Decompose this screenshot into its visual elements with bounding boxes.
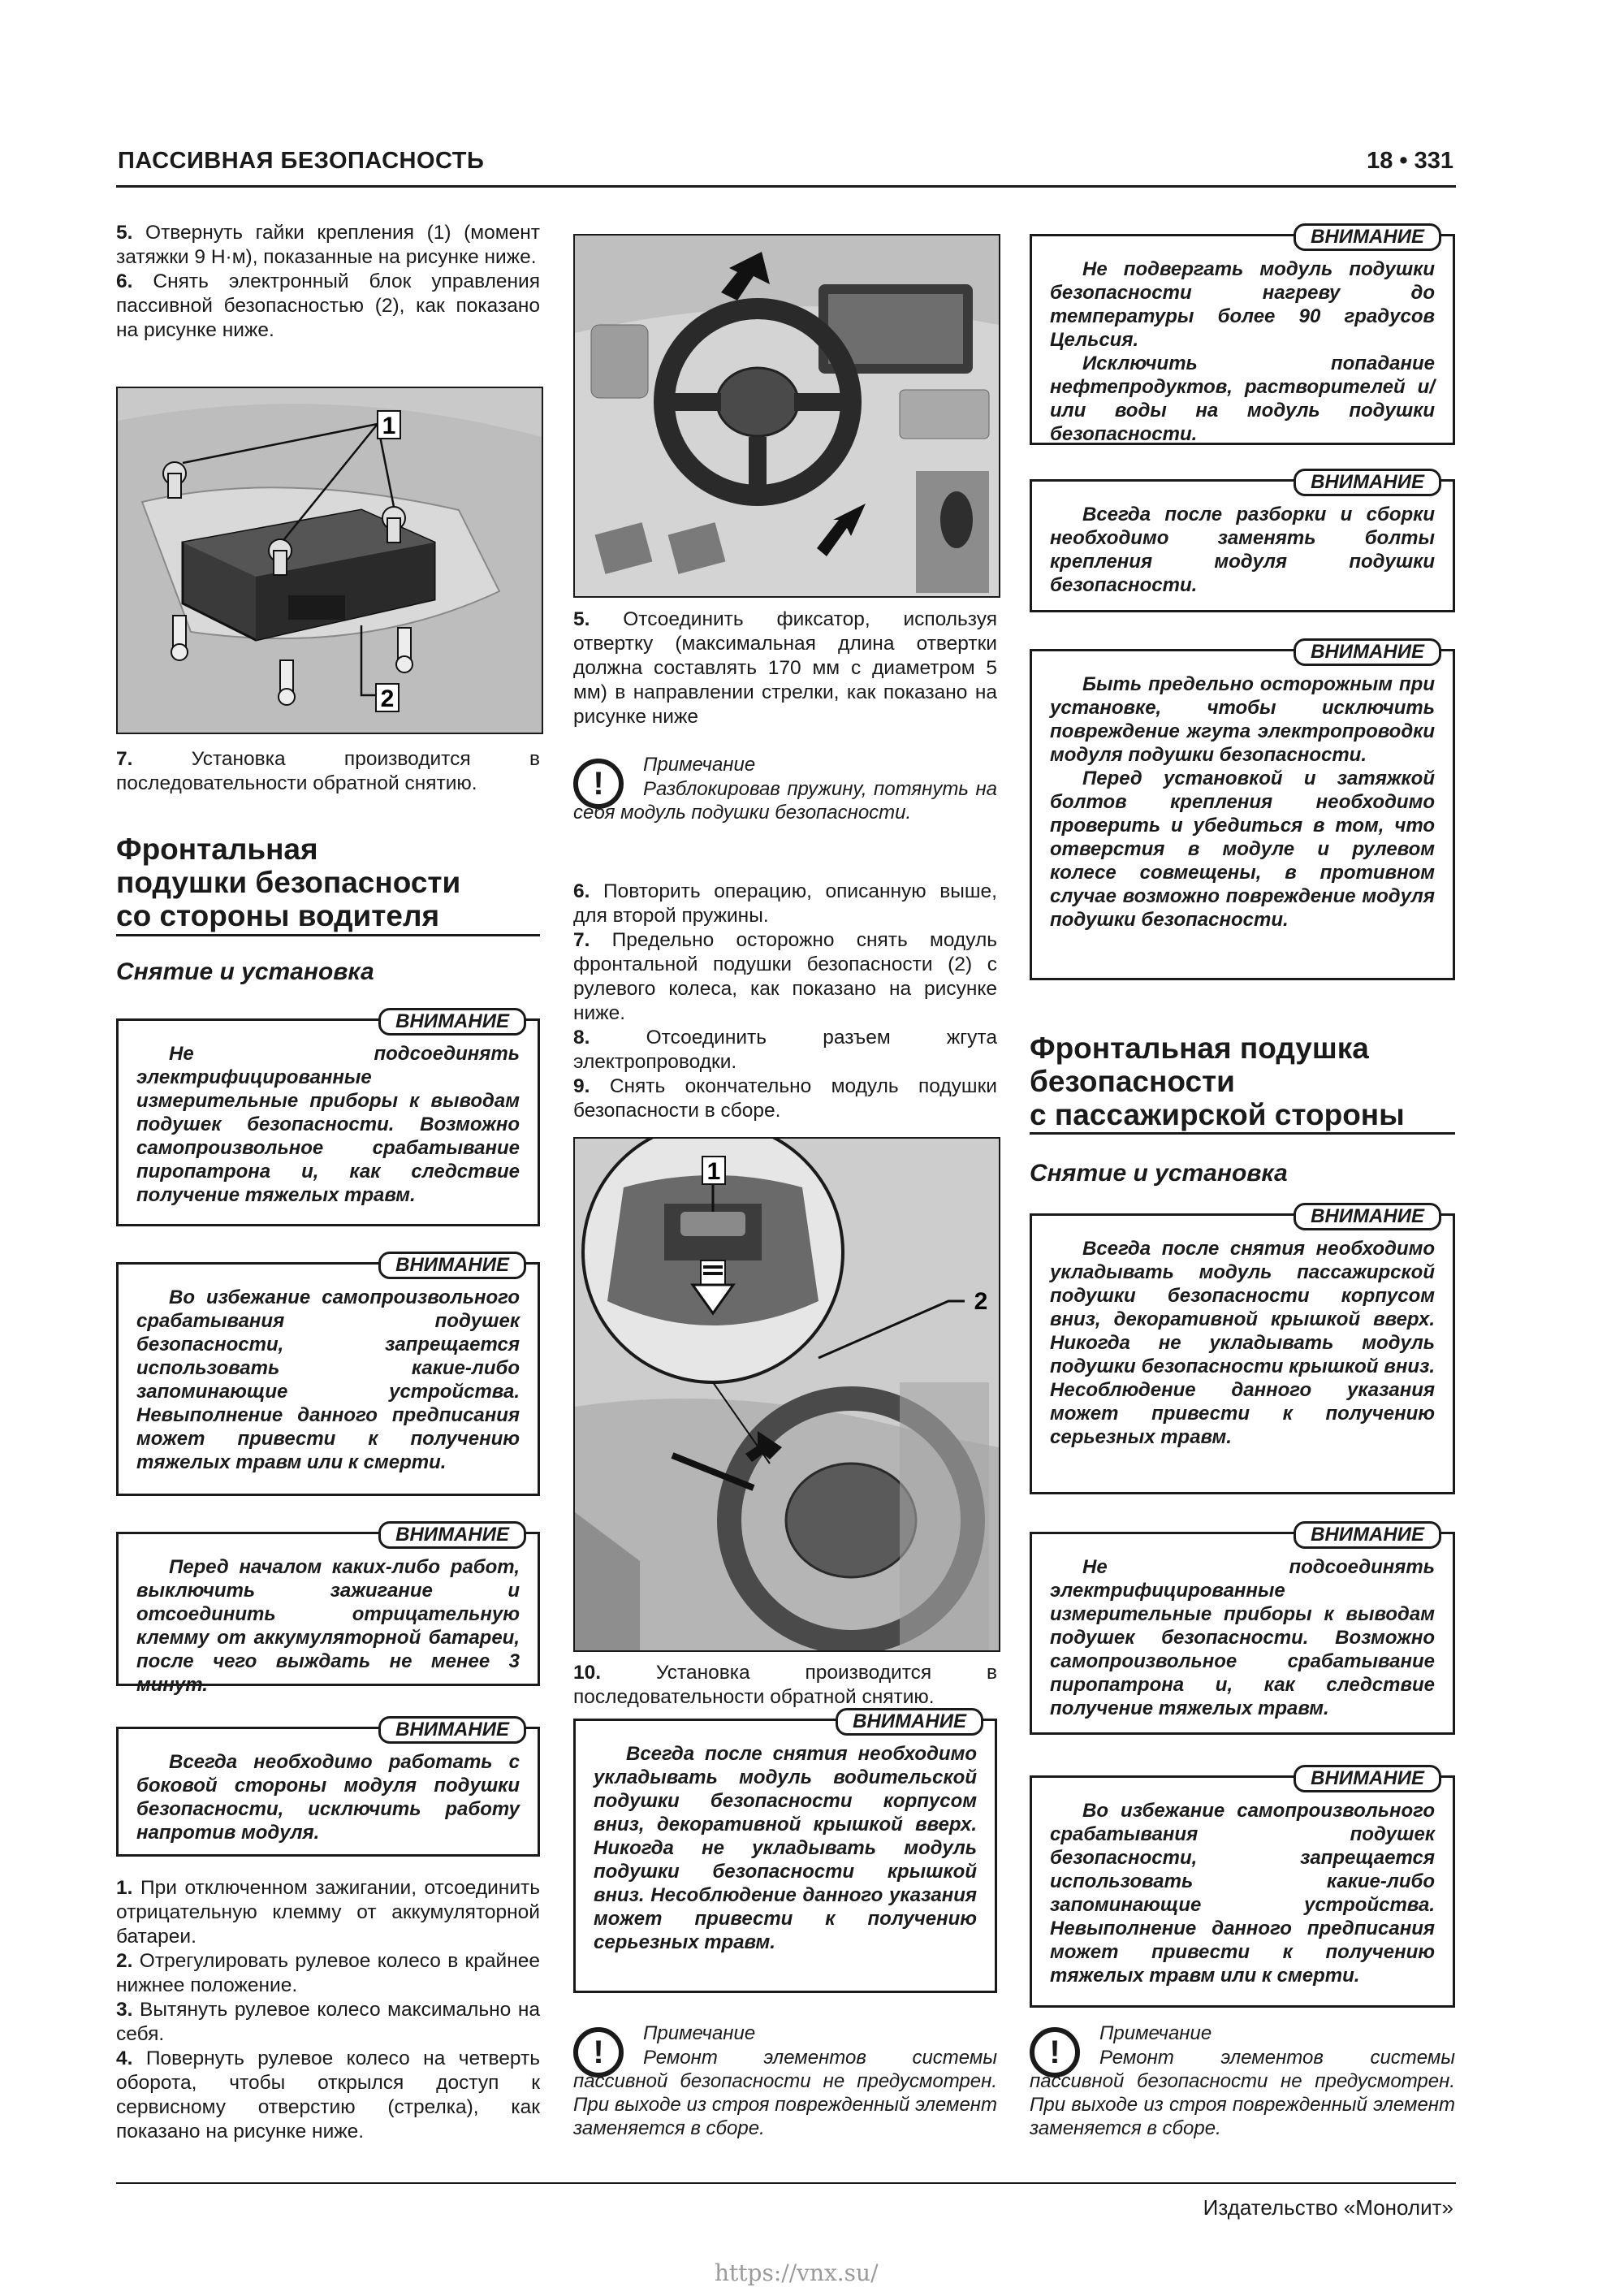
step-item: 2. Отрегулировать рулевое колесо в крайнее нижнее положение. bbox=[116, 1950, 540, 1996]
warning-box: ВНИМАНИЕ Во избежание самопроизвольного срабатывания подушек безопасности, запрещается использовать какие-либо запоминающие устройства. Невыполнение данного предписания может привести к получению тяжелых травм или к смерти. bbox=[116, 1262, 540, 1496]
header-rule bbox=[116, 185, 1456, 188]
dashboard-illustration bbox=[575, 236, 999, 596]
warning-box: ВНИМАНИЕ Быть предельно осторожным при установке, чтобы исключить повреждение жгута электропроводки модуля подушки безопасности. Перед установкой и затяжкой болтов крепления необходимо проверить и убедиться в том, что отверстия в модуле и рулевом колесе совмещены, в противном случае возможно повреждение модуля подушки безопасности. bbox=[1030, 649, 1455, 980]
callout-2: 2 bbox=[380, 685, 395, 712]
warning-tag: ВНИМАНИЕ bbox=[1294, 1765, 1441, 1792]
warning-tag: ВНИМАНИЕ bbox=[378, 1521, 526, 1549]
step-5-col2: 5. Отсоединить фиксатор, используя отвертку (максимальная длина отвертки должна составлять 170 мм с диаметром 5 мм) в направлении стрелки, как показано на рисунке ниже bbox=[573, 608, 997, 728]
warning-tag: ВНИМАНИЕ bbox=[1294, 223, 1441, 251]
warning-box: ВНИМАНИЕ Во избежание самопроизвольного срабатывания подушек безопасности, запрещается использовать какие-либо запоминающие устройства. Невыполнение данного предписания может привести к получению тяжелых травм или к смерти. bbox=[1030, 1775, 1455, 2008]
warning-tag: ВНИМАНИЕ bbox=[378, 1252, 526, 1279]
note-heading: Примечание bbox=[643, 2022, 756, 2044]
step-item: 5. Отвернуть гайки крепления (1) (момент затяжки 9 Н·м), показанные на рисунке ниже. bbox=[116, 222, 540, 268]
section-title-passenger-airbag: Фронтальная подушка безопасности с пассажирской стороны bbox=[1030, 1031, 1405, 1131]
steps-6-9 bbox=[573, 880, 997, 1123]
watermark-link[interactable]: https://vnx.su/ bbox=[715, 2259, 879, 2286]
step-item: 6. Повторить операцию, описанную выше, для второй пружины. bbox=[573, 880, 997, 927]
steps-1-4 bbox=[116, 1876, 540, 2144]
step-item: 1. При отключенном зажигании, отсоединить отрицательную клемму от аккумуляторной батареи. bbox=[116, 1877, 540, 1948]
figure-steering-wheel bbox=[573, 234, 1000, 598]
warning-tag: ВНИМАНИЕ bbox=[378, 1008, 526, 1036]
warning-box: ВНИМАНИЕ Всегда после снятия необходимо укладывать модуль водительской подушки безопасности корпусом вниз, декоративной крышкой вверх. Никогда не укладывать модуль подушки безопасности крышкой вниз. Несоблюдение данного указания может привести к получению серьезных травм. bbox=[573, 1719, 997, 1993]
page-header-title: ПАССИВНАЯ БЕЗОПАСНОСТЬ bbox=[118, 148, 485, 174]
step-7: 7. Установка производится в последовательности обратной снятию. bbox=[116, 748, 540, 794]
warning-tag: ВНИМАНИЕ bbox=[1294, 1203, 1441, 1230]
step-item: 3. Вытянуть рулевое колесо максимально на себя. bbox=[116, 1999, 540, 2045]
warning-box: ВНИМАНИЕ Всегда необходимо работать с боковой стороны модуля подушки безопасности, исключить работу напротив модуля. bbox=[116, 1727, 540, 1857]
warning-tag: ВНИМАНИЕ bbox=[1294, 638, 1441, 666]
note-block bbox=[573, 754, 997, 824]
warning-tag: ВНИМАНИЕ bbox=[378, 1716, 526, 1744]
subtitle-removal-installation: Снятие и установка bbox=[116, 958, 374, 985]
warning-box: ВНИМАНИЕ Всегда после разборки и сборки необходимо заменять болты крепления модуля подушки безопасности. bbox=[1030, 479, 1455, 612]
note-block bbox=[1030, 2022, 1455, 2140]
note-text: Ремонт элементов системы пассивной безопасности не предусмотрен. При выходе из строя поврежденный элемент заменяется в сборе. bbox=[573, 2047, 997, 2139]
note-heading: Примечание bbox=[643, 754, 756, 776]
note-text: Ремонт элементов системы пассивной безопасности не предусмотрен. При выходе из строя поврежденный элемент заменяется в сборе. bbox=[1030, 2047, 1455, 2139]
callout-1: 1 bbox=[706, 1158, 721, 1185]
warning-tag: ВНИМАНИЕ bbox=[836, 1708, 983, 1736]
warning-box: ВНИМАНИЕ Не подсоединять электрифицированные измерительные приборы к выводам подушек безопасности. Возможно самопроизвольное срабатывание пиропатрона и, как следствие получение тяжелых травм. bbox=[116, 1018, 540, 1226]
steps-5-6 bbox=[116, 221, 540, 343]
page-number: 18 • 331 bbox=[1367, 148, 1453, 174]
note-heading: Примечание bbox=[1099, 2022, 1212, 2044]
figure-control-unit bbox=[116, 387, 543, 734]
callout-2: 2 bbox=[974, 1288, 988, 1315]
warning-box: ВНИМАНИЕ Не подвергать модуль подушки безопасности нагреву до температуры более 90 градусов Цельсия. Исключить попадание нефтепродуктов, растворителей и/или воды на модуль подушки безопасности. bbox=[1030, 234, 1455, 445]
warning-box: ВНИМАНИЕ Перед началом каких-либо работ, выключить зажигание и отсоединить отрицательную клемму от аккумуляторной батареи, после чего выждать не менее 3 минут. bbox=[116, 1532, 540, 1686]
warning-box: ВНИМАНИЕ Не подсоединять электрифицированные измерительные приборы к выводам подушек безопасности. Возможно самопроизвольное срабатывание пиропатрона и, как следствие получение тяжелых травм. bbox=[1030, 1532, 1455, 1735]
step-item: 6. Снять электронный блок управления пассивной безопасностью (2), как показано на рисунке ниже. bbox=[116, 270, 540, 341]
control-unit-illustration bbox=[118, 388, 542, 733]
section-rule bbox=[116, 934, 540, 936]
footer-rule bbox=[116, 2182, 1456, 2184]
exclamation-icon: ! bbox=[573, 759, 624, 809]
publisher-name: Издательство «Монолит» bbox=[1203, 2195, 1453, 2220]
airbag-removal-illustration bbox=[575, 1139, 999, 1650]
section-title-driver-airbag: Фронтальная подушки безопасности со стороны водителя bbox=[116, 832, 461, 932]
step-item: 7. Предельно осторожно снять модуль фронтальной подушки безопасности (2) с рулевого колеса, как показано на рисунке ниже. bbox=[573, 929, 997, 1024]
subtitle-removal-installation: Снятие и установка bbox=[1030, 1160, 1288, 1187]
step-10: 10. Установка производится в последовательности обратной снятию. bbox=[573, 1662, 997, 1708]
warning-tag: ВНИМАНИЕ bbox=[1294, 469, 1441, 496]
figure-airbag-removal bbox=[573, 1137, 1000, 1652]
step-item: 8. Отсоединить разъем жгута электропроводки. bbox=[573, 1027, 997, 1073]
warning-box: ВНИМАНИЕ Всегда после снятия необходимо укладывать модуль пассажирской подушки безопасности корпусом вниз, декоративной крышкой вверх. Никогда не укладывать модуль подушки безопасности крышкой вниз. Несоблюдение данного указания может привести к получению серьезных травм. bbox=[1030, 1213, 1455, 1494]
section-rule bbox=[1030, 1132, 1455, 1135]
note-text: Разблокировав пружину, потянуть на себя модуль подушки безопасности. bbox=[573, 778, 997, 824]
warning-tag: ВНИМАНИЕ bbox=[1294, 1521, 1441, 1549]
callout-1: 1 bbox=[382, 413, 396, 439]
step-item: 9. Снять окончательно модуль подушки безопасности в сборе. bbox=[573, 1075, 997, 1122]
step-item: 4. Повернуть рулевое колесо на четверть оборота, чтобы открылся доступ к сервисному отверстию (стрелка), как показано на рисунке ниже. bbox=[116, 2047, 540, 2143]
exclamation-icon: ! bbox=[573, 2027, 624, 2078]
note-block bbox=[573, 2022, 997, 2140]
exclamation-icon: ! bbox=[1030, 2027, 1080, 2078]
